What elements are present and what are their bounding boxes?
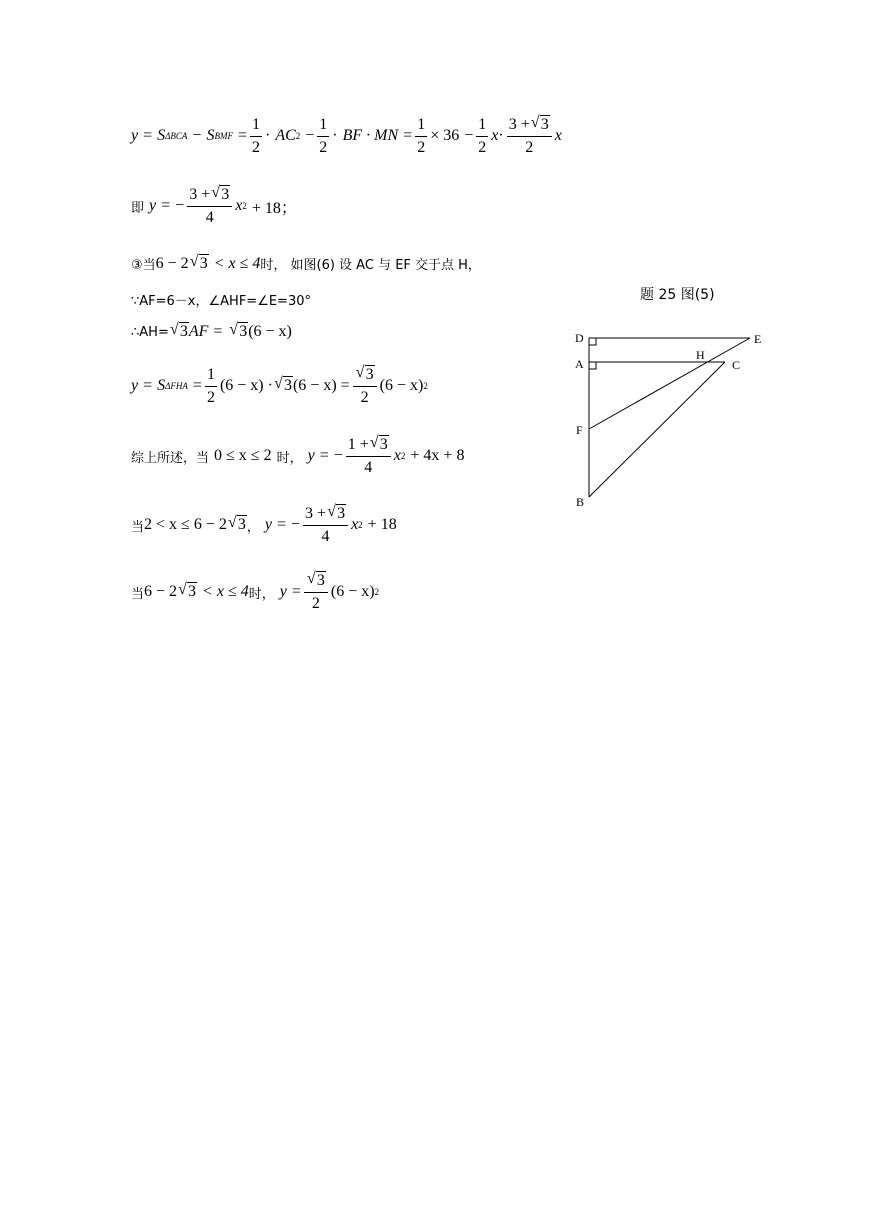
numerator: 1 <box>250 116 262 137</box>
denominator: 2 <box>311 594 320 612</box>
equation-line-5 <box>131 323 292 341</box>
term-6-minus-x: (6 − x) · <box>219 377 273 395</box>
numerator: 1 <box>317 116 329 137</box>
comma: ， <box>246 519 260 535</box>
condition-upper: < x ≤ 4 <box>213 254 261 272</box>
label-f: F <box>576 423 583 437</box>
times-36: × 36 <box>430 127 460 145</box>
sqrt-3: 3 <box>221 186 230 203</box>
denominator: 2 <box>251 138 260 156</box>
equation-line-6: y = S ΔFHA = $\frac{1}{2}$ (6 − x) · √ 3 (6 − x) = √ $\frac{3}{2}$ (6 − x) 2 <box>131 366 428 406</box>
equals: = <box>403 127 413 145</box>
text-when: 当 <box>131 519 145 535</box>
exponent: 2 <box>374 587 380 598</box>
term-bf-mn: BF · MN <box>342 127 399 145</box>
numerator-1-plus: 1 + <box>347 436 369 453</box>
fraction-3-plus-root3-over-4 <box>187 186 232 226</box>
label-a: A <box>575 357 584 371</box>
minus: − <box>192 127 202 145</box>
equals: = <box>237 127 247 145</box>
term-6-minus-x-eq: (6 − x) = <box>292 377 350 395</box>
label-h: H <box>696 348 705 362</box>
minus: − <box>464 127 474 145</box>
tail: + 4x + 8 <box>410 447 465 465</box>
sqrt-3: 3 <box>239 323 248 340</box>
text-shi: 时， <box>248 586 275 602</box>
label-c: C <box>732 358 741 372</box>
sqrt-3: 3 <box>199 254 208 272</box>
fraction-half <box>476 116 488 156</box>
condition: 2 < x ≤ 6 − 2 <box>144 516 227 534</box>
tail-6-minus-x: (6 − x) <box>330 583 375 601</box>
tail-6-minus-x: (6 − x) <box>379 377 424 395</box>
term-af: AF = <box>188 323 224 340</box>
right-angle-d <box>589 338 596 345</box>
minus: − <box>305 127 315 145</box>
subscript-fha: ΔFHA <box>165 381 188 392</box>
fraction-half <box>250 116 262 156</box>
denominator: 2 <box>417 138 426 156</box>
text-when: 当 <box>131 586 145 602</box>
text-given: ∵AF=6－x，∠AHF=∠E=30° <box>131 294 311 309</box>
numerator: 1 <box>415 116 427 137</box>
text-case-3: ③当 <box>131 258 156 273</box>
text-when: 时， <box>276 450 303 466</box>
equation-line-9: 当 6 − 2 √ 3 < x ≤ 4 时， y = √ $\frac{3}{2}$ (6 − x) 2 <box>131 572 379 612</box>
fraction-half: $\frac{1}{2}$ <box>206 366 215 406</box>
equation-line-4 <box>131 290 311 309</box>
denominator: 2 <box>319 138 328 156</box>
condition: 6 − 2 <box>144 583 178 601</box>
geometry-figure <box>560 280 780 520</box>
text-ji: 即 <box>131 200 145 216</box>
equation-line-1: y = S ΔBCA − S BMF = $\frac{1}{2}$ · AC 2 − $\frac{1}{2}$ · BF · MN = $\frac{1}{2}$ × 36 − $\frac{1}{2}$ x · $\frac{3 +√ 3}{2}$ x <box>131 116 562 156</box>
var-s: S <box>157 127 166 145</box>
tail: + 18 <box>367 516 397 534</box>
fraction-half <box>415 116 427 156</box>
fraction-root3-over-2: √ $\frac{3}{2}$ <box>304 572 328 612</box>
figure-caption: 题 25 图(5) <box>640 287 715 303</box>
term-ac: AC <box>275 127 296 145</box>
equation-line-3 <box>131 254 481 273</box>
segment-fe <box>589 338 750 429</box>
fraction-3-plus-root3-over-2 <box>507 116 552 156</box>
numerator-3-plus: 3 + <box>508 116 530 133</box>
var-x: x <box>491 127 499 145</box>
fraction-1-plus-root3-over-4: $\frac{1 +√ 3}{4}$ <box>346 436 391 476</box>
exponent: 2 <box>423 381 428 392</box>
segment-bc <box>589 362 725 497</box>
condition: 0 ≤ x ≤ 2 <box>214 447 272 465</box>
subscript-bmf: BMF <box>214 131 233 142</box>
exponent: 2 <box>295 131 301 142</box>
numerator-3-plus: 3 + <box>189 186 211 203</box>
text-summary: 综上所述，当 <box>131 450 210 466</box>
denominator: 4 <box>321 527 330 545</box>
equation-line-2: 即 y = − $\frac{3 +√ 3}{4}$ x 2 + 18； <box>131 186 297 226</box>
denominator: 4 <box>205 208 214 226</box>
denominator: 2 <box>525 138 534 156</box>
label-d: D <box>575 331 584 345</box>
tail-6-minus-x: (6 − x) <box>248 323 292 340</box>
text-therefore: ∴AH= <box>131 324 169 340</box>
tail-plus-18: + 18； <box>251 199 297 217</box>
sqrt-3: 3 <box>179 323 188 340</box>
denominator: 2 <box>478 138 487 156</box>
text-case-3-desc: 时， 如图(6) 设 AC 与 EF 交于点 H， <box>260 258 481 273</box>
fraction-3-plus-root3-over-4: $\frac{3 +√ 3}{4}$ <box>303 505 348 545</box>
condition-upper: < x ≤ 4 <box>202 583 249 601</box>
subscript-bca: ΔBCA <box>165 131 188 142</box>
equals: = <box>143 127 153 145</box>
fraction-root3-over-2: √ $\frac{3}{2}$ <box>353 366 377 406</box>
var-s: S <box>206 127 215 145</box>
fraction-half <box>317 116 329 156</box>
sqrt-3: 3 <box>540 116 549 133</box>
var-y: y <box>131 127 139 145</box>
label-b: B <box>576 495 585 509</box>
var-x: x <box>554 127 562 145</box>
condition: 6 − 2 <box>155 254 189 272</box>
equation-line-7: 综上所述，当 0 ≤ x ≤ 2 时， y = − $\frac{1 +√ 3}{4}$ x 2 + 4x + 8 <box>131 436 464 476</box>
denominator: 4 <box>364 458 373 476</box>
numerator-3-plus: 3 + <box>305 505 327 522</box>
right-angle-a <box>589 362 596 369</box>
label-e: E <box>754 332 762 346</box>
equation-line-8: 当 2 < x ≤ 6 − 2 √ 3 ， y = − $\frac{3 +√ 3}{4}$ x 2 + 18 <box>131 505 397 545</box>
numerator: 1 <box>476 116 488 137</box>
